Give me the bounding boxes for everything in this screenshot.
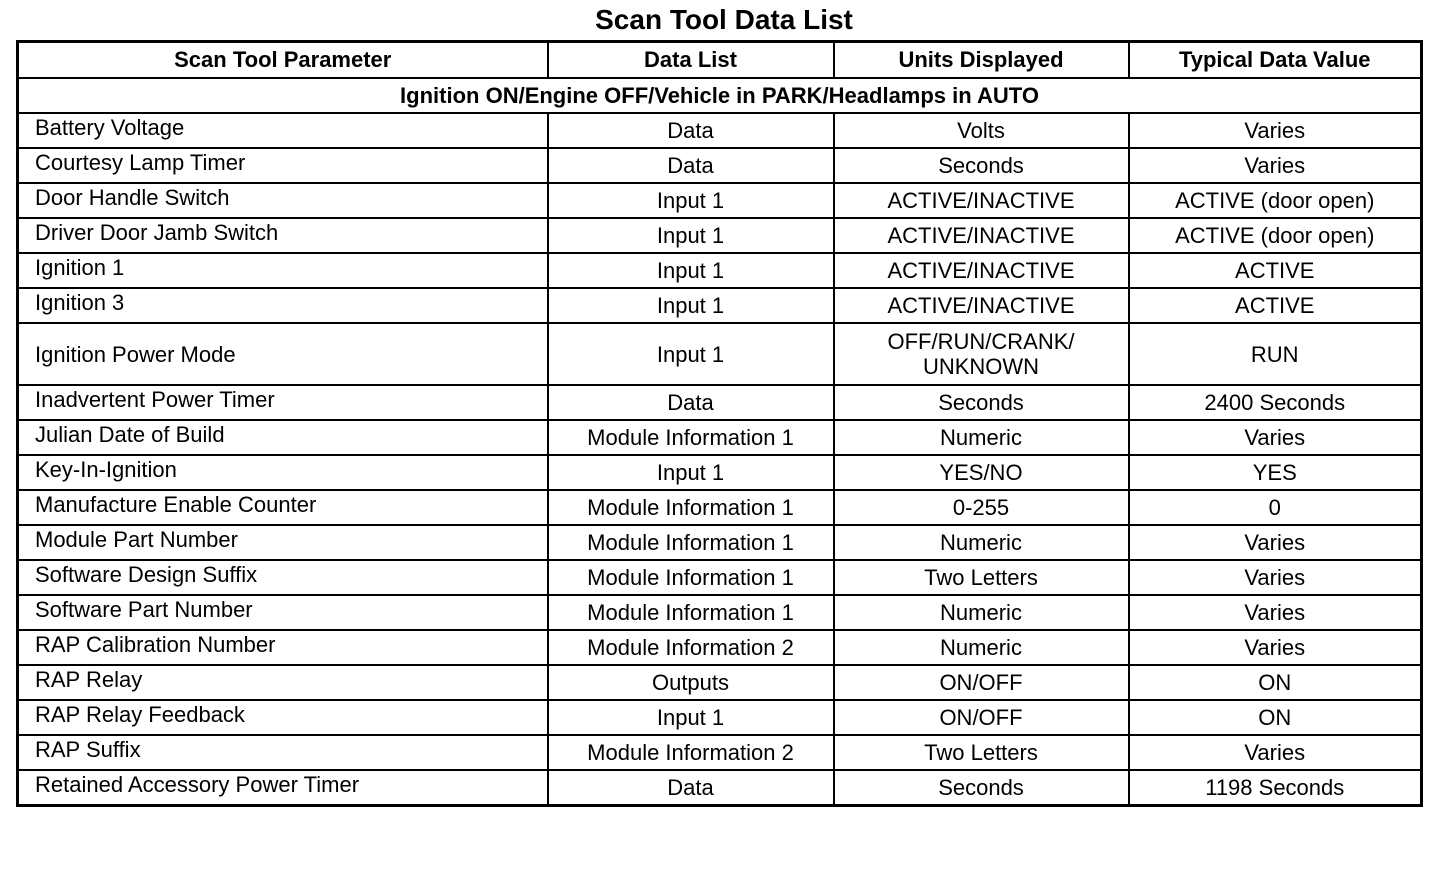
section-label: Ignition ON/Engine OFF/Vehicle in PARK/Headlamps in AUTO <box>18 78 1422 113</box>
table-row <box>18 560 1422 595</box>
cell-parameter: Battery Voltage <box>18 113 548 148</box>
cell-typical-value: Varies <box>1129 525 1422 560</box>
cell-units-displayed: Seconds <box>834 148 1129 183</box>
cell-parameter: Manufacture Enable Counter <box>18 490 548 525</box>
cell-units-displayed: Numeric <box>834 595 1129 630</box>
cell-units-displayed: Seconds <box>834 770 1129 806</box>
cell-typical-value: Varies <box>1129 595 1422 630</box>
cell-typical-value: Varies <box>1129 630 1422 665</box>
cell-units-displayed: ACTIVE/INACTIVE <box>834 183 1129 218</box>
cell-data-list: Input 1 <box>548 323 834 385</box>
cell-parameter: Driver Door Jamb Switch <box>18 218 548 253</box>
table-row <box>18 630 1422 665</box>
header-typical-data-value: Typical Data Value <box>1129 42 1422 79</box>
cell-parameter: Software Part Number <box>18 595 548 630</box>
cell-typical-value: RUN <box>1129 323 1422 385</box>
cell-data-list: Module Information 1 <box>548 420 834 455</box>
cell-typical-value: Varies <box>1129 148 1422 183</box>
table-row <box>18 183 1422 218</box>
table-row <box>18 218 1422 253</box>
table-row <box>18 288 1422 323</box>
table-header-row <box>18 42 1422 79</box>
cell-data-list: Module Information 1 <box>548 525 834 560</box>
cell-parameter: Inadvertent Power Timer <box>18 385 548 420</box>
table-row <box>18 323 1422 385</box>
cell-typical-value: ACTIVE (door open) <box>1129 218 1422 253</box>
table-row <box>18 770 1422 806</box>
cell-units-displayed: ON/OFF <box>834 665 1129 700</box>
section-row <box>18 78 1422 113</box>
cell-typical-value: Varies <box>1129 113 1422 148</box>
cell-typical-value: 1198 Seconds <box>1129 770 1422 806</box>
cell-data-list: Data <box>548 148 834 183</box>
table-row <box>18 455 1422 490</box>
cell-data-list: Module Information 2 <box>548 630 834 665</box>
cell-data-list: Data <box>548 770 834 806</box>
cell-parameter: Courtesy Lamp Timer <box>18 148 548 183</box>
table-row <box>18 700 1422 735</box>
cell-data-list: Data <box>548 113 834 148</box>
cell-parameter: RAP Relay <box>18 665 548 700</box>
table-row <box>18 525 1422 560</box>
cell-typical-value: YES <box>1129 455 1422 490</box>
cell-typical-value: ACTIVE (door open) <box>1129 183 1422 218</box>
cell-units-displayed: Two Letters <box>834 560 1129 595</box>
cell-data-list: Input 1 <box>548 288 834 323</box>
cell-data-list: Module Information 1 <box>548 560 834 595</box>
cell-data-list: Module Information 1 <box>548 490 834 525</box>
header-units-displayed: Units Displayed <box>834 42 1129 79</box>
table-row <box>18 420 1422 455</box>
cell-typical-value: Varies <box>1129 560 1422 595</box>
cell-units-displayed: ACTIVE/INACTIVE <box>834 218 1129 253</box>
header-data-list: Data List <box>548 42 834 79</box>
cell-parameter: Key-In-Ignition <box>18 455 548 490</box>
page-title: Scan Tool Data List <box>595 4 853 35</box>
table-row <box>18 735 1422 770</box>
table-row <box>18 113 1422 148</box>
cell-typical-value: Varies <box>1129 735 1422 770</box>
cell-typical-value: ACTIVE <box>1129 288 1422 323</box>
table-row <box>18 665 1422 700</box>
cell-parameter: Julian Date of Build <box>18 420 548 455</box>
cell-units-displayed: Seconds <box>834 385 1129 420</box>
cell-data-list: Module Information 2 <box>548 735 834 770</box>
cell-data-list: Data <box>548 385 834 420</box>
cell-typical-value: ON <box>1129 665 1422 700</box>
cell-units-displayed: Numeric <box>834 525 1129 560</box>
table-row <box>18 253 1422 288</box>
cell-data-list: Outputs <box>548 665 834 700</box>
table-row <box>18 490 1422 525</box>
table-row <box>18 595 1422 630</box>
cell-units-displayed: YES/NO <box>834 455 1129 490</box>
cell-data-list: Input 1 <box>548 455 834 490</box>
cell-typical-value: Varies <box>1129 420 1422 455</box>
scan-tool-data-table <box>16 40 1423 807</box>
cell-units-displayed: Numeric <box>834 630 1129 665</box>
cell-parameter: Ignition Power Mode <box>18 323 548 385</box>
cell-parameter: RAP Calibration Number <box>18 630 548 665</box>
cell-units-displayed: Two Letters <box>834 735 1129 770</box>
cell-units-displayed: ON/OFF <box>834 700 1129 735</box>
cell-units-displayed: ACTIVE/INACTIVE <box>834 288 1129 323</box>
cell-typical-value: 2400 Seconds <box>1129 385 1422 420</box>
cell-data-list: Input 1 <box>548 700 834 735</box>
header-scan-tool-parameter: Scan Tool Parameter <box>18 42 548 79</box>
cell-typical-value: ACTIVE <box>1129 253 1422 288</box>
cell-typical-value: ON <box>1129 700 1422 735</box>
cell-parameter: Door Handle Switch <box>18 183 548 218</box>
cell-typical-value: 0 <box>1129 490 1422 525</box>
table-row <box>18 385 1422 420</box>
table-row <box>18 148 1422 183</box>
cell-units-displayed: ACTIVE/INACTIVE <box>834 253 1129 288</box>
cell-units-displayed: 0-255 <box>834 490 1129 525</box>
cell-parameter: Retained Accessory Power Timer <box>18 770 548 806</box>
cell-units-displayed: OFF/RUN/CRANK/ UNKNOWN <box>834 323 1129 385</box>
cell-parameter: RAP Suffix <box>18 735 548 770</box>
cell-units-displayed: Volts <box>834 113 1129 148</box>
cell-parameter: RAP Relay Feedback <box>18 700 548 735</box>
cell-parameter: Ignition 3 <box>18 288 548 323</box>
cell-parameter: Module Part Number <box>18 525 548 560</box>
cell-data-list: Input 1 <box>548 253 834 288</box>
cell-units-displayed: Numeric <box>834 420 1129 455</box>
cell-data-list: Input 1 <box>548 183 834 218</box>
cell-data-list: Input 1 <box>548 218 834 253</box>
cell-parameter: Ignition 1 <box>18 253 548 288</box>
cell-parameter: Software Design Suffix <box>18 560 548 595</box>
cell-data-list: Module Information 1 <box>548 595 834 630</box>
